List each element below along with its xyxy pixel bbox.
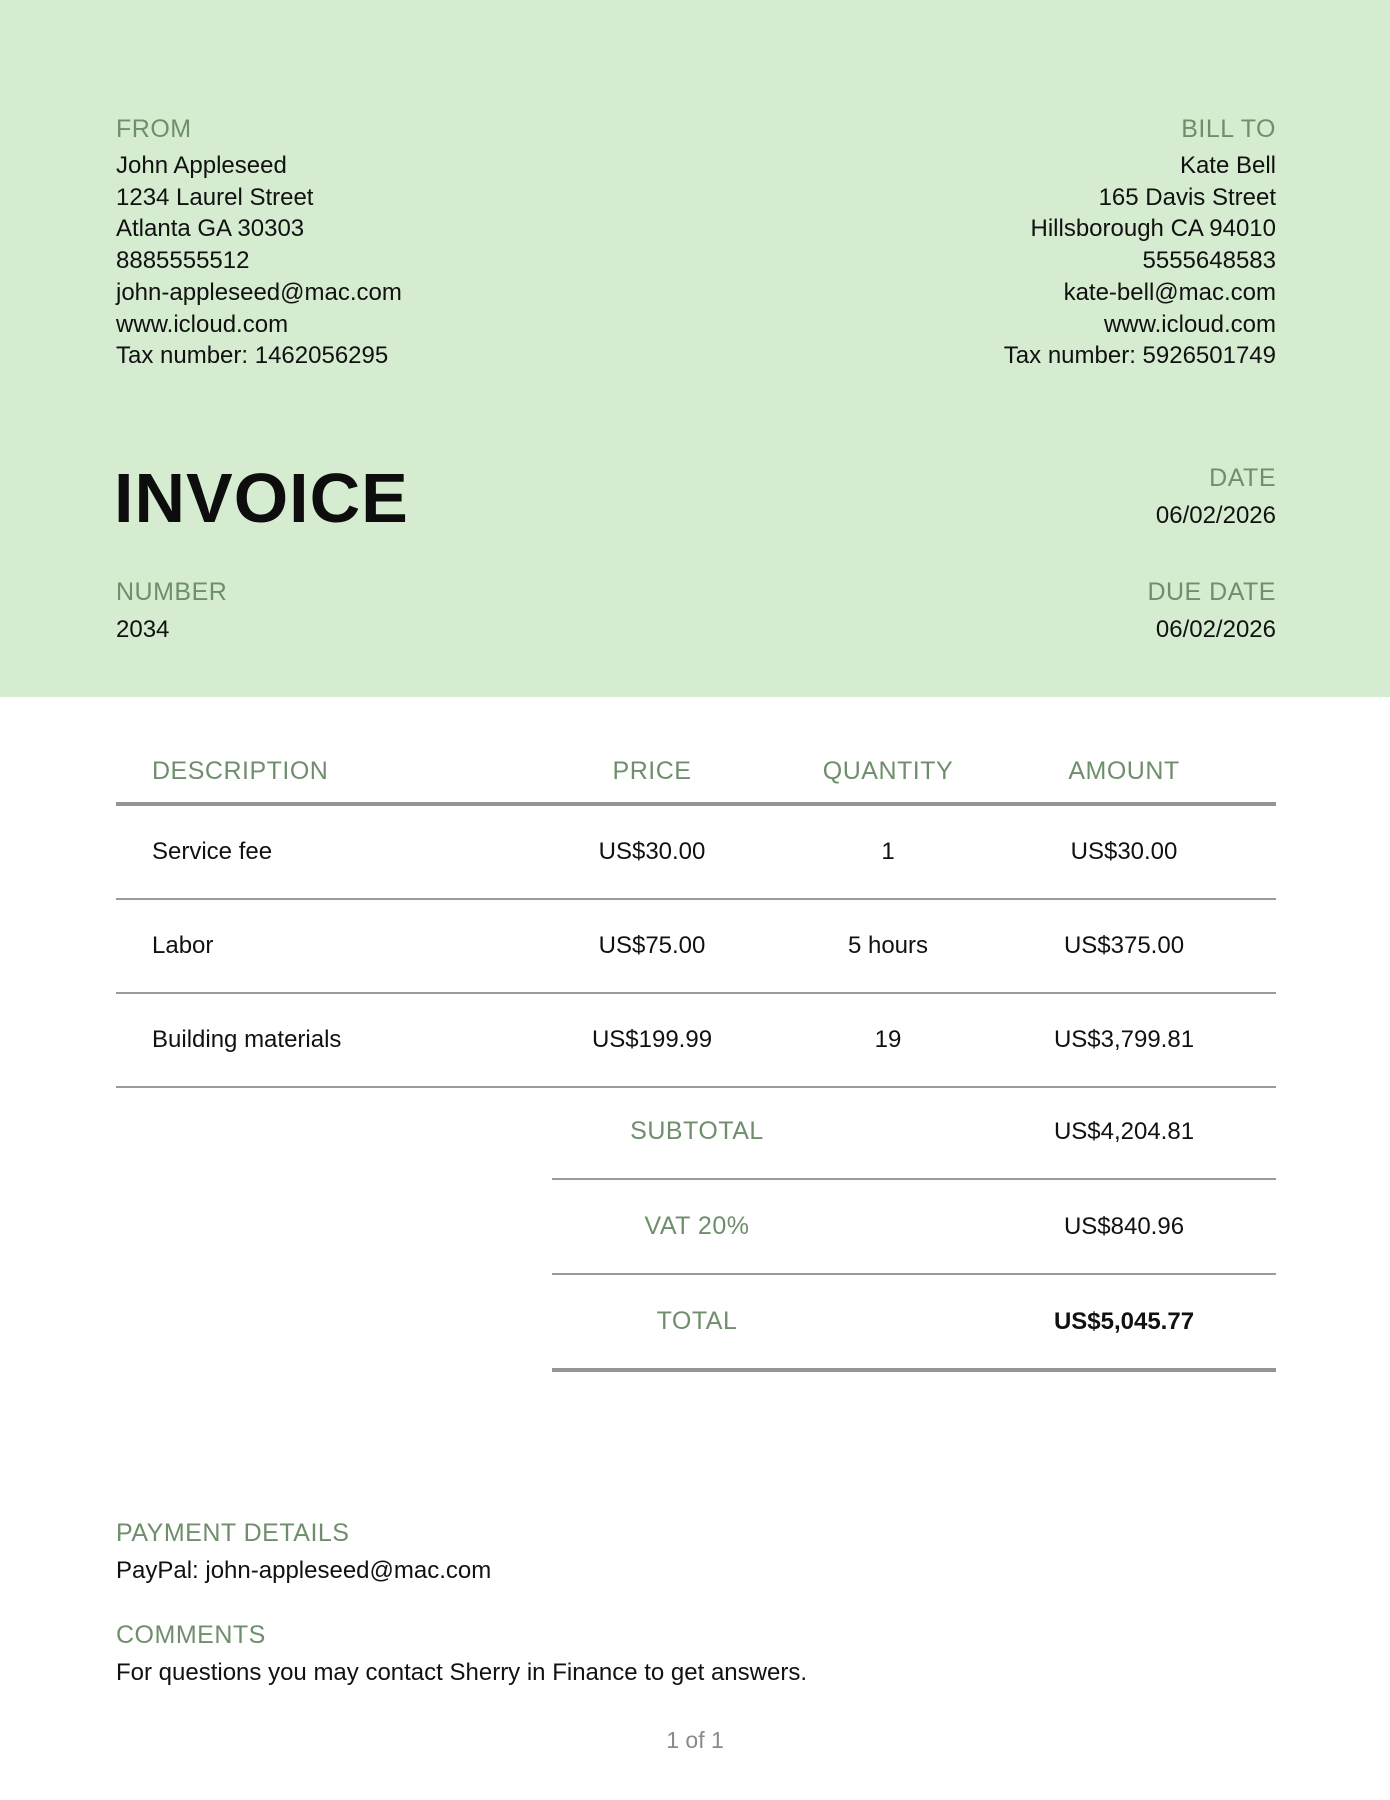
invoice-date-block [1156, 463, 1276, 532]
from-street: 1234 Laurel Street [116, 183, 314, 211]
bill-to-email: kate-bell@mac.com [1063, 278, 1276, 306]
payment-details-label: PAYMENT DETAILS [116, 1519, 350, 1547]
from-block [116, 114, 676, 372]
row-amount: US$375.00 [1063, 932, 1185, 959]
table-row [116, 994, 1276, 1086]
comments-value: For questions you may contact Sherry in Finance to get answers. [116, 1659, 807, 1686]
bill-to-name: Kate Bell [1179, 152, 1276, 179]
row-amount: US$3,799.81 [1053, 1026, 1195, 1053]
table-row [116, 900, 1276, 992]
vat-value: US$840.96 [1063, 1213, 1185, 1240]
subtotal-value: US$4,204.81 [1053, 1118, 1195, 1145]
from-label: FROM [116, 115, 192, 143]
invoice-title: INVOICE [114, 459, 409, 537]
bill-to-tax-number: Tax number: 5926501749 [1003, 342, 1276, 370]
vat-label: VAT 20% [644, 1212, 750, 1240]
invoice-due-date-label: DUE DATE [1147, 578, 1276, 606]
row-amount: US$30.00 [1070, 838, 1178, 865]
total-row [552, 1275, 1276, 1368]
row-description: Labor [152, 932, 214, 959]
vat-row [552, 1180, 1276, 1273]
invoice-date-label: DATE [1209, 464, 1276, 492]
bill-to-phone: 5555648583 [1142, 247, 1276, 275]
column-header-quantity: QUANTITY [822, 757, 954, 785]
invoice-due-date-block [1147, 577, 1276, 646]
column-header-amount: AMOUNT [1068, 757, 1180, 785]
total-label: TOTAL [656, 1307, 738, 1335]
bill-to-website: www.icloud.com [1103, 310, 1276, 338]
subtotal-label: SUBTOTAL [630, 1117, 764, 1145]
from-email: john-appleseed@mac.com [116, 278, 402, 306]
from-city: Atlanta GA 30303 [116, 215, 305, 243]
from-name: John Appleseed [116, 152, 287, 179]
table-header-row [116, 740, 1276, 802]
row-price: US$75.00 [598, 932, 706, 959]
from-tax-number: Tax number: 1462056295 [116, 342, 389, 370]
row-quantity: 1 [881, 838, 895, 865]
total-value: US$5,045.77 [1053, 1308, 1195, 1335]
payment-details-value: PayPal: john-appleseed@mac.com [116, 1557, 492, 1584]
row-description: Building materials [152, 1026, 342, 1053]
column-header-description: DESCRIPTION [152, 757, 329, 785]
row-description: Service fee [152, 838, 273, 865]
page-indicator: 1 of 1 [666, 1727, 724, 1753]
line-items-table [116, 740, 1276, 1088]
payment-details-block [116, 1518, 491, 1587]
bill-to-city: Hillsborough CA 94010 [1030, 215, 1276, 243]
invoice-number-block [116, 577, 227, 646]
invoice-number-label: NUMBER [116, 578, 228, 606]
row-quantity: 5 hours [847, 932, 929, 959]
totals-final-divider [552, 1368, 1276, 1372]
comments-block [116, 1620, 807, 1689]
table-row [116, 806, 1276, 898]
bill-to-label: BILL TO [1181, 115, 1276, 143]
invoice-number-value: 2034 [116, 616, 170, 643]
subtotal-row [552, 1085, 1276, 1178]
invoice-date-value: 06/02/2026 [1155, 502, 1276, 529]
column-header-price: PRICE [612, 757, 692, 785]
comments-label: COMMENTS [116, 1621, 266, 1649]
from-website: www.icloud.com [116, 310, 289, 338]
totals-block [552, 1085, 1276, 1372]
bill-to-street: 165 Davis Street [1098, 183, 1276, 211]
from-phone: 8885555512 [116, 247, 250, 275]
invoice-due-date-value: 06/02/2026 [1155, 616, 1276, 643]
bill-to-block [716, 114, 1276, 372]
row-price: US$30.00 [598, 838, 706, 865]
row-quantity: 19 [874, 1026, 902, 1053]
row-price: US$199.99 [591, 1026, 713, 1053]
